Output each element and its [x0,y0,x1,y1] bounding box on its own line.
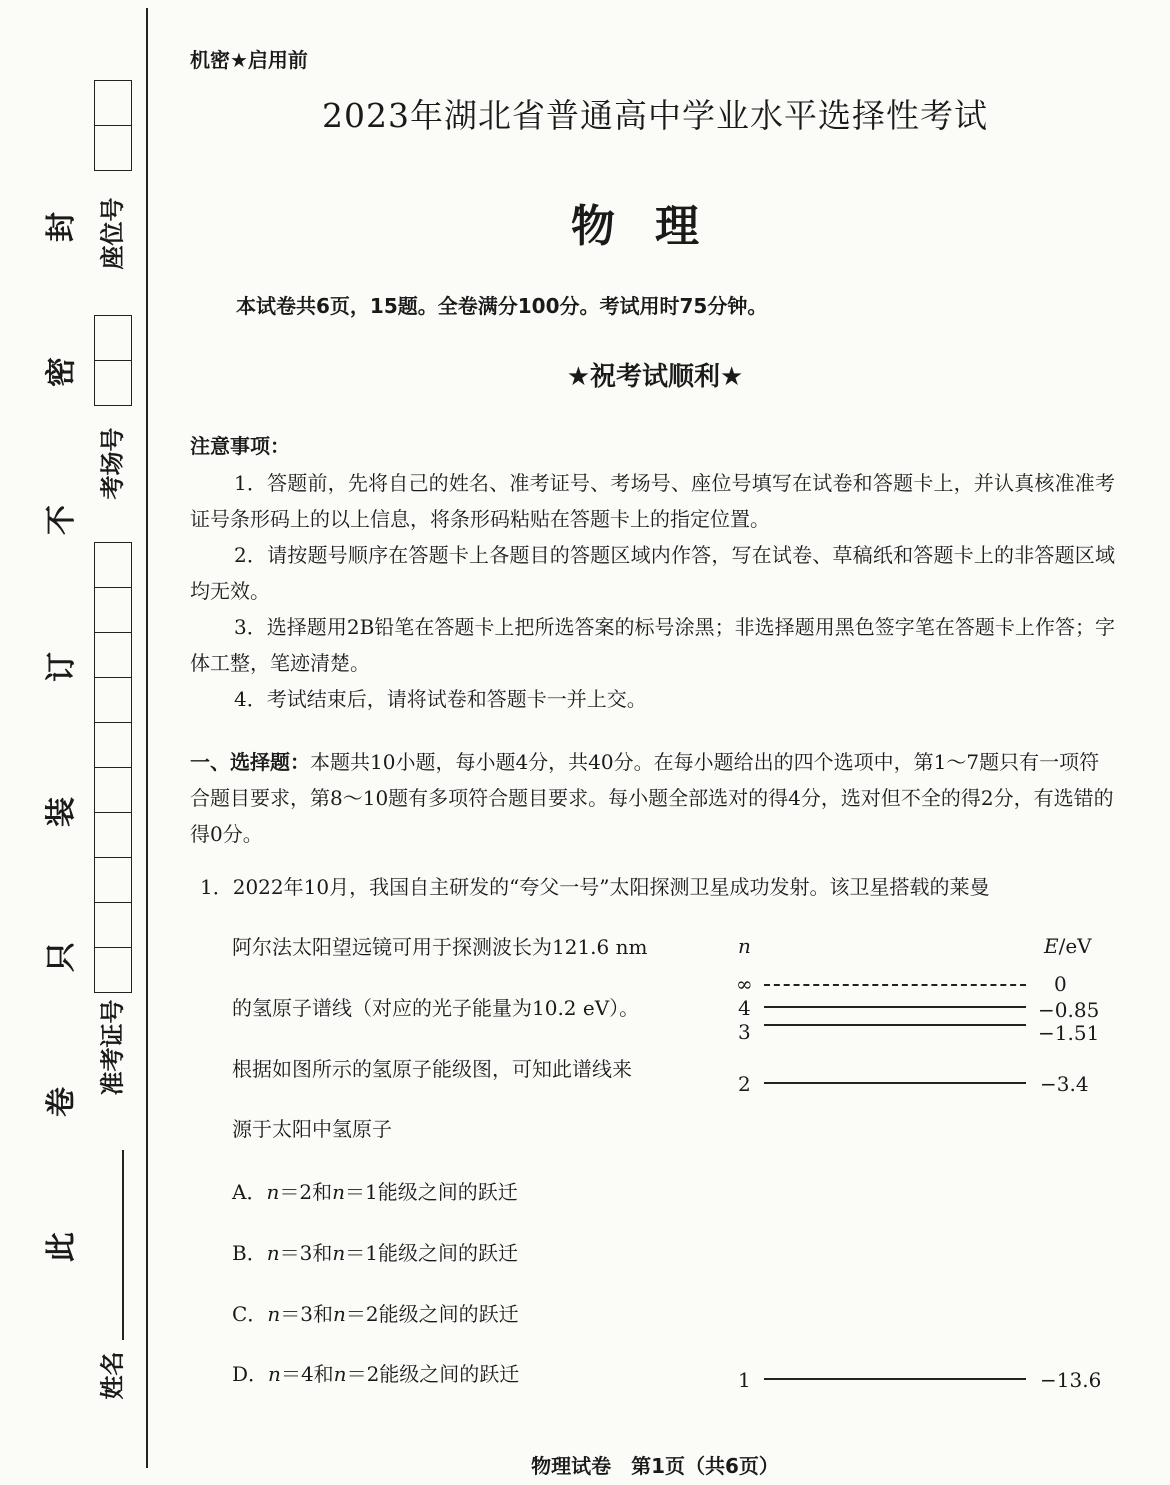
level-energy-inf: 0 [1054,972,1067,996]
level-line-inf [764,984,1026,986]
option-letter: B． [232,1241,267,1265]
exam-info: 本试卷共6页，15题。全卷满分100分。考试用时75分钟。 [236,294,768,318]
question-1-line: 根据如图所示的氢原子能级图，可知此谱线来 [232,1057,632,1081]
option-text: n＝4和n＝2能级之间的跃迁 [268,1362,520,1386]
page-footer: 物理试卷 第1页（共6页） [531,1454,779,1478]
confidential-mark: 机密★启用前 [190,48,308,72]
level-energy-3: −1.51 [1038,1021,1100,1045]
exam-room-boxes[interactable] [94,315,132,406]
diagram-n-label: n [738,934,751,958]
question-1-line: 的氢原子谱线（对应的光子能量为10.2 eV）。 [232,996,640,1020]
diagram-energy-label: E/eV [1044,934,1092,958]
section-heading: 一、选择题： [190,750,310,774]
section-text: 本题共10小题，每小题4分，共40分。在每小题给出的四个选项中，第1～7题只有一项符合题目要求，第8～10题有多项符合题目要求。每小题全部选对的得4分，选对但不全的得2分，有选错的得0分。 [190,750,1114,846]
level-n-inf: ∞ [736,972,753,996]
seal-char: 此 [44,1232,79,1262]
option-c[interactable] [232,1298,519,1327]
option-b[interactable] [232,1237,518,1266]
level-energy-2: −3.4 [1040,1072,1089,1096]
level-line-3 [764,1024,1026,1026]
exam-room-label: 考场号 [98,427,127,500]
seal-char: 卷 [44,1087,79,1117]
name-field-line[interactable] [122,1150,124,1340]
option-letter: C． [232,1302,268,1326]
option-text: n＝3和n＝2能级之间的跃迁 [267,1302,519,1326]
option-d[interactable] [232,1358,519,1387]
notice-item: 2．请按题号顺序在答题卡上各题目的答题区域内作答，写在试卷、草稿纸和答题卡上的非答题区域均无效。 [190,543,1115,603]
notice-item: 3．选择题用2B铅笔在答题卡上把所选答案的标号涂黑；非选择题用黑色签字笔在答题卡上作答；字体工整，笔迹清楚。 [190,615,1115,675]
section-instructions [190,744,1115,852]
subject-title: 物理 [571,201,739,252]
level-line-1 [764,1378,1026,1380]
level-line-4 [764,1006,1026,1008]
seat-number-label: 座位号 [98,197,127,270]
level-n-3: 3 [738,1020,751,1044]
question-1-line: 1．2022年10月，我国自主研发的“夸父一号”太阳探测卫星成功发射。该卫星搭载的莱曼 [200,875,990,899]
option-letter: A． [232,1180,267,1204]
option-text: n＝2和n＝1能级之间的跃迁 [266,1180,518,1204]
blessing: ★祝考试顺利★ [566,362,744,392]
question-1-line: 源于太阳中氢原子 [232,1117,392,1141]
seal-char: 订 [44,652,79,682]
name-label: 姓名 [98,1351,127,1400]
option-a[interactable] [232,1176,518,1205]
seal-char: 封 [44,212,79,242]
notice-item: 1．答题前，先将自己的姓名、准考证号、考场号、座位号填写在试卷和答题卡上，并认真核准准考证号条形码上的以上信息，将条形码粘贴在答题卡上的指定位置。 [190,471,1115,531]
seal-char: 只 [44,942,79,972]
notice-item: 4．考试结束后，请将试卷和答题卡一并上交。 [234,687,647,711]
seat-number-boxes[interactable] [94,80,132,171]
level-n-1: 1 [738,1368,751,1392]
option-letter: D． [232,1362,269,1386]
notice-title: 注意事项： [190,434,290,458]
option-text: n＝3和n＝1能级之间的跃迁 [266,1241,518,1265]
level-line-2 [764,1082,1026,1084]
seal-char: 不 [44,505,79,535]
level-energy-1: −13.6 [1040,1368,1102,1392]
seal-char: 装 [44,797,79,827]
level-n-2: 2 [738,1072,751,1096]
binding-line [146,8,148,1468]
question-1-line: 阿尔法太阳望远镜可用于探测波长为121.6 nm [232,935,648,959]
seal-char: 密 [44,357,79,387]
ticket-number-label: 准考证号 [98,999,127,1096]
level-energy-4: −0.85 [1038,998,1100,1022]
ticket-number-boxes[interactable] [94,542,132,993]
exam-title: 2023年湖北省普通高中学业水平选择性考试 [322,96,988,135]
level-n-4: 4 [738,996,751,1020]
